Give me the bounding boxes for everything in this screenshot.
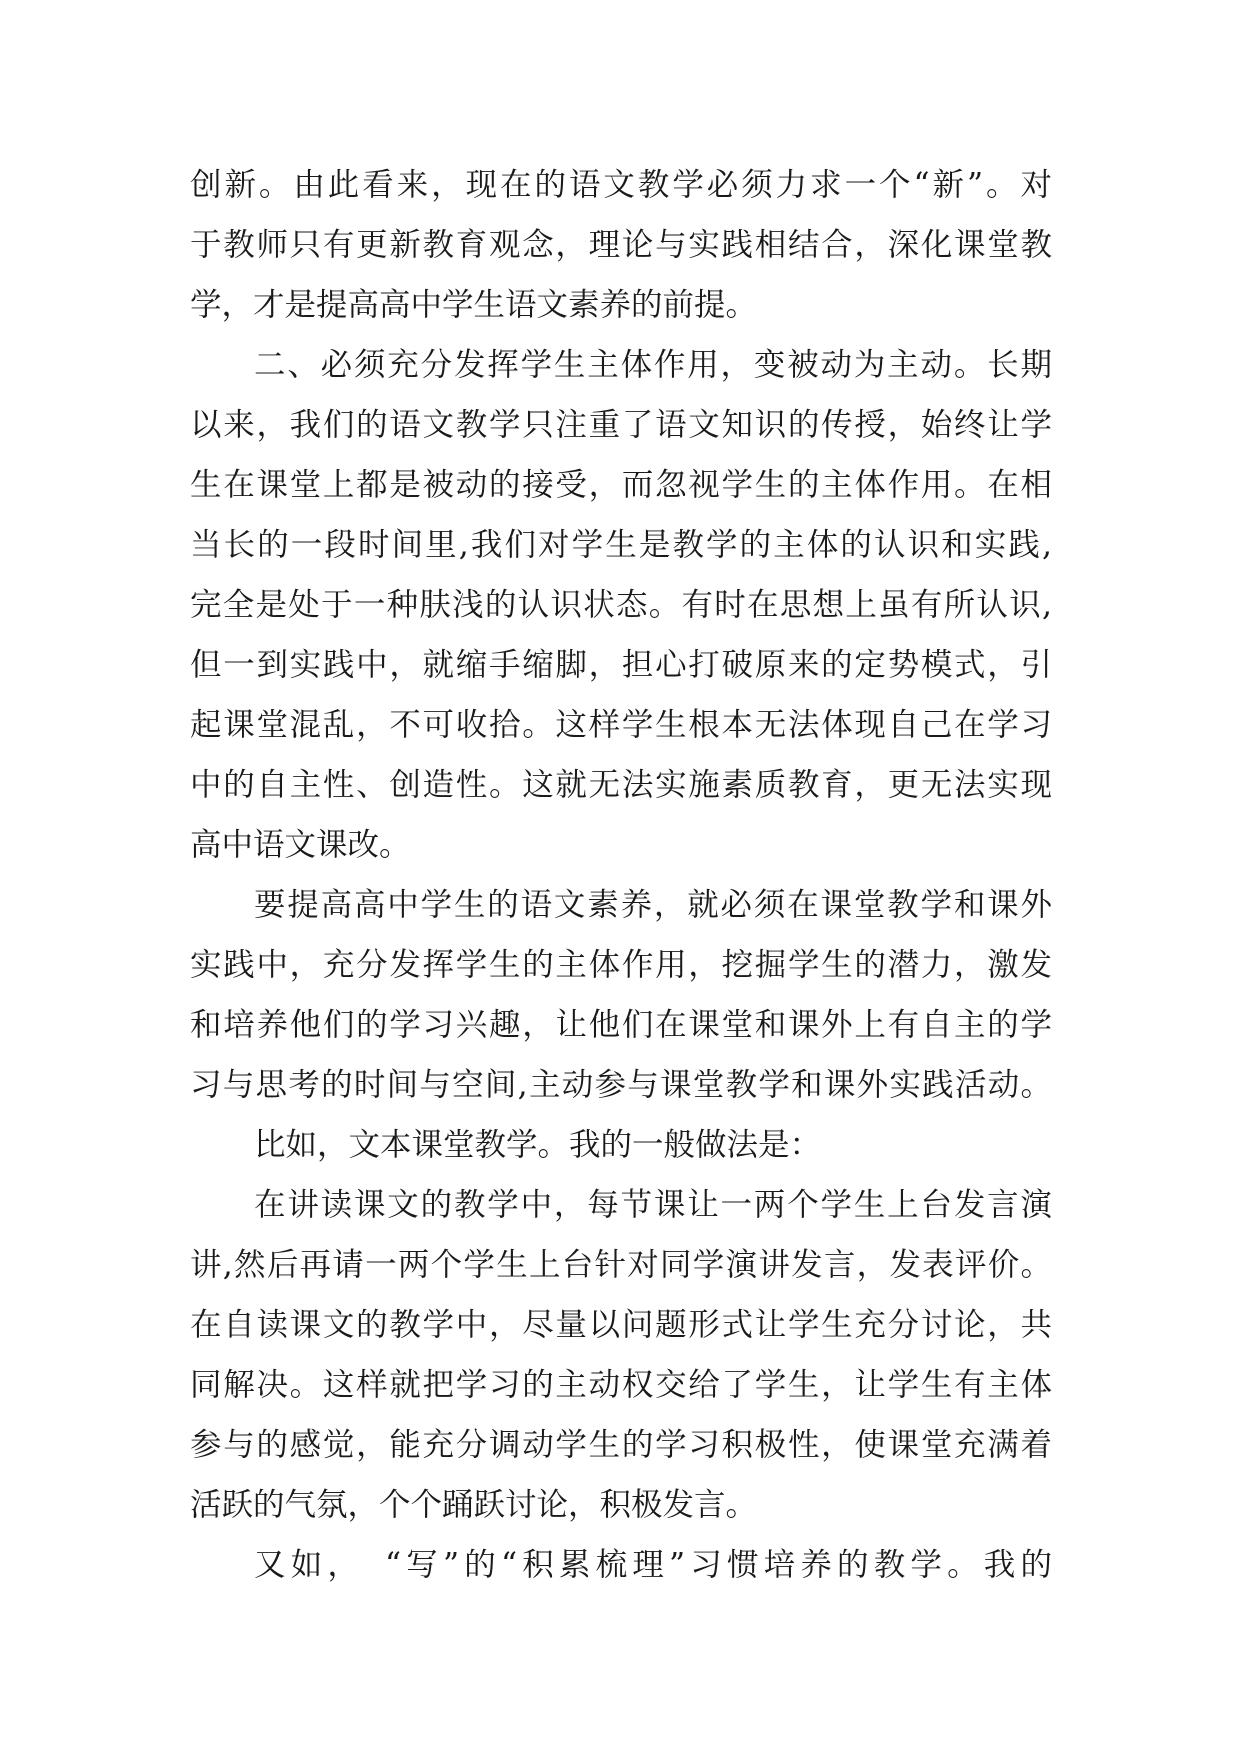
text-line: 和培养他们的学习兴趣，让他们在课堂和课外上有自主的学 bbox=[190, 1007, 1052, 1043]
text-line: 但一到实践中，就缩手缩脚，担心打破原来的定势模式，引 bbox=[190, 647, 1052, 683]
text-line: 于教师只有更新教育观念，理论与实践相结合，深化课堂教 bbox=[190, 227, 1052, 263]
paragraph-first-line: 二、必须充分发挥学生主体作用，变被动为主动。长期 bbox=[254, 347, 1052, 383]
paragraph-first-line: 又如， “写”的“积累梳理”习惯培养的教学。我的 bbox=[254, 1547, 1052, 1583]
text-line: 习与思考的时间与空间,主动参与课堂教学和课外实践活动。 bbox=[190, 1067, 1052, 1103]
text-line: 创新。由此看来，现在的语文教学必须力求一个“新”。对 bbox=[190, 167, 1052, 203]
text-line: 中的自主性、创造性。这就无法实施素质教育，更无法实现 bbox=[190, 767, 1052, 803]
text-line: 起课堂混乱，不可收拾。这样学生根本无法体现自己在学习 bbox=[190, 707, 1052, 743]
text-line: 同解决。这样就把学习的主动权交给了学生，让学生有主体 bbox=[190, 1367, 1052, 1403]
text-line: 高中语文课改。 bbox=[190, 827, 411, 863]
text-line: 生在课堂上都是被动的接受，而忽视学生的主体作用。在相 bbox=[190, 467, 1052, 503]
document-body bbox=[190, 155, 1052, 1595]
text-line: 学，才是提高高中学生语文素养的前提。 bbox=[190, 287, 758, 323]
text-line: 当长的一段时间里,我们对学生是教学的主体的认识和实践, bbox=[190, 527, 1052, 563]
text-line: 完全是处于一种肤浅的认识状态。有时在思想上虽有所认识, bbox=[190, 587, 1052, 623]
text-line: 活跃的气氛，个个踊跃讨论，积极发言。 bbox=[190, 1487, 758, 1523]
text-line: 参与的感觉，能充分调动学生的学习积极性，使课堂充满着 bbox=[190, 1427, 1052, 1463]
text-line: 讲,然后再请一两个学生上台针对同学演讲发言，发表评价。 bbox=[190, 1247, 1052, 1283]
text-line: 在自读课文的教学中，尽量以问题形式让学生充分讨论，共 bbox=[190, 1307, 1052, 1343]
text-line: 以来，我们的语文教学只注重了语文知识的传授，始终让学 bbox=[190, 407, 1052, 443]
text-line: 实践中，充分发挥学生的主体作用，挖掘学生的潜力，激发 bbox=[190, 947, 1052, 983]
paragraph-first-line: 比如，文本课堂教学。我的一般做法是： bbox=[254, 1127, 822, 1163]
paragraph-first-line: 在讲读课文的教学中，每节课让一两个学生上台发言演 bbox=[254, 1187, 1052, 1223]
paragraph-first-line: 要提高高中学生的语文素养，就必须在课堂教学和课外 bbox=[254, 887, 1052, 923]
